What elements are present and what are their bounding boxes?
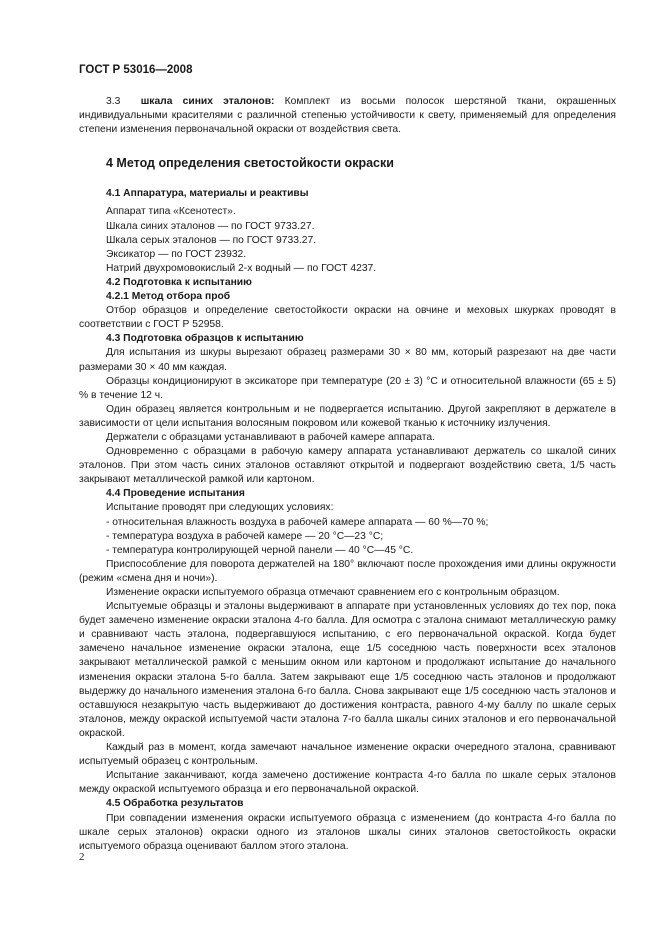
section-4-3-heading: 4.3 Подготовка образцов к испытанию bbox=[106, 333, 304, 345]
equipment-item: Аппарат типа «Ксенотест». bbox=[106, 206, 236, 218]
section-4-heading: 4 Метод определения светостойкости окраски bbox=[106, 156, 394, 171]
section-4-4-paragraph: Испытание заканчивают, когда замечено достижение контраста 4-го балла по шкале серых эталонов между окраской испытуемого образца и его первоначальной окраской. bbox=[79, 770, 616, 796]
equipment-item: Натрий двухромовокислый 2-х водный — по ГОСТ 4237. bbox=[106, 262, 377, 274]
section-4-3-paragraph: Для испытания из шкуры вырезают образец размерами 30 × 80 мм, который разрезают на две части размерами 30 × 40 мм каждая. bbox=[79, 347, 616, 373]
equipment-item: Шкала синих эталонов — по ГОСТ 9733.27. bbox=[106, 220, 315, 232]
document-header: ГОСТ Р 53016—2008 bbox=[79, 64, 193, 76]
clause-3-3-number: 3.3 bbox=[106, 96, 121, 107]
section-4-4-paragraph: Каждый раз в момент, когда замечают начальное изменение окраски очередного эталона, сравнивают испытуемый образец с контрольным. bbox=[79, 742, 616, 768]
test-condition-item: - температура контролирующей черной панели — 40 °С—45 °С. bbox=[106, 544, 414, 556]
section-4-4-heading: 4.4 Проведение испытания bbox=[106, 488, 245, 500]
clause-3-3-term: шкала синих эталонов: bbox=[140, 96, 275, 107]
section-4-3-paragraph: Держатели с образцами устанавливают в рабочей камере аппарата. bbox=[106, 431, 435, 443]
page-number: 2 bbox=[79, 851, 85, 863]
clause-3-3 bbox=[79, 95, 616, 137]
section-4-4-paragraph: Испытуемые образцы и эталоны выдерживают в аппарате при установленных условиях до тех пор, пока будет замечено изменение окраски эталона 4-го балла. Для осмотра с эталона снимают металлическую рамку и сравнивают часть эталона, подвергавшуюся испытанию, с его первоначальной окраской. Когда будет замечено начальное изменение окраски эталона, еще 1/5 соседнюю часть поверхности всех эталонов закрывают металлической рамкой с меньшим окном или картоном и продолжают испытание до начального изменения окраски эталона 5-го балла. Затем закрывают еще 1/5 соседнюю часть эталонов и продолжают выдержку до начального изменения эталона 6-го балла. Снова закрывают еще 1/5 соседнюю часть эталонов и оставшуюся незакрытую часть выдерживают до достижения контраста, равного 4-му баллу по шкале серых эталонов, между окраской испытуемой части эталона 7-го балла шкалы синих эталонов и его первоначальной окраской. bbox=[79, 601, 616, 739]
section-4-5-text: При совпадении изменения окраски испытуемого образца с изменением (до контраста 4-го балла по шкале серых эталонов) окраски одного из эталонов шкалы синих эталонов светостойкость окраски испытуемого образца оценивают баллом этого эталона. bbox=[79, 812, 616, 852]
test-condition-item: - температура воздуха в рабочей камере — 20 °С—23 °С; bbox=[106, 530, 384, 542]
section-4-4-paragraph: Изменение окраски испытуемого образца отмечают сравнением его с контрольным образцом. bbox=[106, 587, 560, 598]
section-4-3-paragraph: Образцы кондиционируют в эксикаторе при температуре (20 ± 3) °С и относительной влажности (65 ± 5) % в течение 12 ч. bbox=[79, 375, 616, 401]
test-condition-item: - относительная влажность воздуха в рабочей камере аппарата — 60 %—70 %; bbox=[106, 516, 489, 528]
equipment-item: Эксикатор — по ГОСТ 23932. bbox=[106, 248, 247, 260]
section-4-5-heading: 4.5 Обработка результатов bbox=[106, 798, 244, 810]
clause-3-3-text: Комплект из восьми полосок шерстяной ткани, окрашенных индивидуальными красителями с различной степенью устойчивости к свету, применяемый для определения степени изменения первоначальной окраски от воздействия света. bbox=[79, 96, 616, 136]
section-4-2-1-text: Отбор образцов и определение светостойкости окраски на овчине и меховых шкурках проводят в соответствии с ГОСТ Р 52958. bbox=[79, 305, 616, 331]
section-4-3-paragraph: Одновременно с образцами в рабочую камеру аппарата устанавливают держатель со шкалой синих эталонов. При этом часть синих эталонов оставляют открытой и подвергают воздействию света, 1/5 часть закрывают металлической рамкой или картоном. bbox=[79, 446, 616, 486]
section-4-2-1-heading: 4.2.1 Метод отбора проб bbox=[106, 291, 231, 303]
document-body bbox=[79, 95, 616, 854]
section-4-2-heading: 4.2 Подготовка к испытанию bbox=[106, 276, 252, 288]
section-4-4-intro: Испытание проводят при следующих условиях: bbox=[106, 502, 334, 514]
section-4-4-paragraph: Приспособление для поворота держателей на 180° включают после прохождения ими длины окружности (режим «смена дня и ночи»). bbox=[79, 558, 616, 584]
section-4-3-paragraph: Один образец является контрольным и не подвергается испытанию. Другой закрепляют в держателе в зависимости от цели испытания волосяным покровом или кожевой тканью к источнику излучения. bbox=[79, 403, 616, 429]
equipment-item: Шкала серых эталонов — по ГОСТ 9733.27. bbox=[106, 234, 317, 246]
section-4-1-heading: 4.1 Аппаратура, материалы и реактивы bbox=[106, 188, 309, 200]
